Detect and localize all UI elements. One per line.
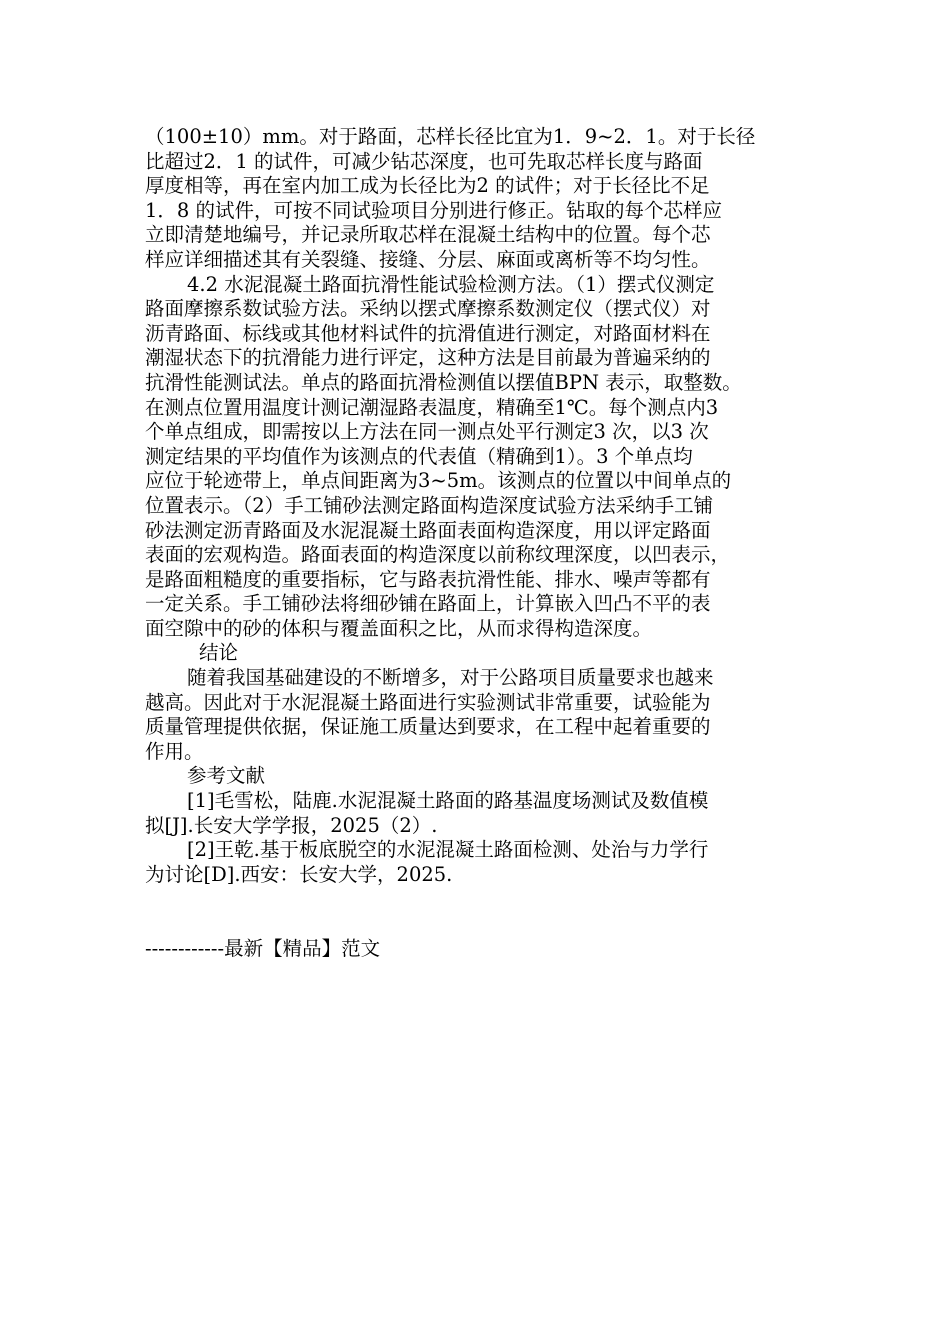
text-line: [2]王乾.基于板底脱空的水泥混凝土路面检测、处治与力学行 [187,838,709,862]
text-line: 潮湿状态下的抗滑能力进行评定，这种方法是目前最为普遍采纳的 [145,346,711,370]
paragraph-conclusion [145,666,810,764]
text-line: 质量管理提供依据，保证施工质量达到要求，在工程中起着重要的 [145,715,711,739]
text-line: 抗滑性能测试法。单点的路面抗滑检测值以摆值BPN 表示，取整数。 [145,370,742,394]
text-line: 个单点组成，即需按以上方法在同一测点处平行测定3 次，以3 次 [145,420,709,444]
spacer [145,887,810,937]
reference-item-1 [145,789,810,838]
text-line: 为讨论[D].西安：长安大学，2025. [145,862,453,886]
paragraph-skid-resistance [145,273,810,642]
text-line: 砂法测定沥青路面及水泥混凝土路面表面构造深度，用以评定路面 [145,518,711,542]
text-line: 4.2 水泥混凝土路面抗滑性能试验检测方法。（1）摆式仪测定 [187,272,715,296]
text-line: 拟[J].长安大学学报，2025（2）. [145,813,438,837]
text-line: [1]毛雪松，陆鹿.水泥混凝土路面的路基温度场测试及数值模 [187,789,709,813]
text-line: 作用。 [145,739,204,763]
text-line: 表面的宏观构造。路面表面的构造深度以前称纹理深度，以凹表示， [145,543,731,567]
text-line: 随着我国基础建设的不断增多，对于公路项目质量要求也越来 [187,666,714,690]
text-line: 路面摩擦系数试验方法。采纳以摆式摩擦系数测定仪（摆式仪）对 [145,297,711,321]
text-line: 在测点位置用温度计测记潮湿路表温度，精确至1℃。每个测点内3 [145,395,719,419]
text-line: 测定结果的平均值作为该测点的代表值（精确到1）。3 个单点均 [145,444,693,468]
text-line: 面空隙中的砂的体积与覆盖面积之比，从而求得构造深度。 [145,616,653,640]
text-line: 样应详细描述其有关裂缝、接缝、分层、麻面或离析等不均匀性。 [145,247,711,271]
references-heading: 参考文献 [187,764,266,788]
reference-item-2 [145,838,810,887]
conclusion-heading: 结论 [199,641,239,665]
text-line: （100±10）mm。对于路面，芯样长径比宜为1．9~2．1。对于长径 [145,125,756,148]
text-line: 应位于轮迹带上，单点间距离为3~5m。该测点的位置以中间单点的 [145,469,732,493]
text-line: 位置表示。（2）手工铺砂法测定路面构造深度试验方法采纳手工铺 [145,493,714,517]
paragraph-core-sample [145,125,810,273]
text-line: 越高。因此对于水泥混凝土路面进行实验测试非常重要，试验能为 [145,690,711,714]
footer-text: ------------最新【精品】范文 [145,937,381,961]
text-line: 是路面粗糙度的重要指标，它与路表抗滑性能、排水、噪声等都有 [145,567,711,591]
text-line: 沥青路面、标线或其他材料试件的抗滑值进行测定，对路面材料在 [145,321,711,345]
text-line: 一定关系。手工铺砂法将细砂铺在路面上，计算嵌入凹凸不平的表 [145,592,711,616]
text-line: 比超过2．1 的试件，可减少钻芯深度，也可先取芯样长度与路面 [145,149,703,173]
document-page [145,125,810,961]
text-line: 立即清楚地编号，并记录所取芯样在混凝土结构中的位置。每个芯 [145,223,711,247]
text-line: 1．8 的试件，可按不同试验项目分别进行修正。钻取的每个芯样应 [145,198,723,222]
text-line: 厚度相等，再在室内加工成为长径比为2 的试件；对于长径比不足 [145,174,710,198]
